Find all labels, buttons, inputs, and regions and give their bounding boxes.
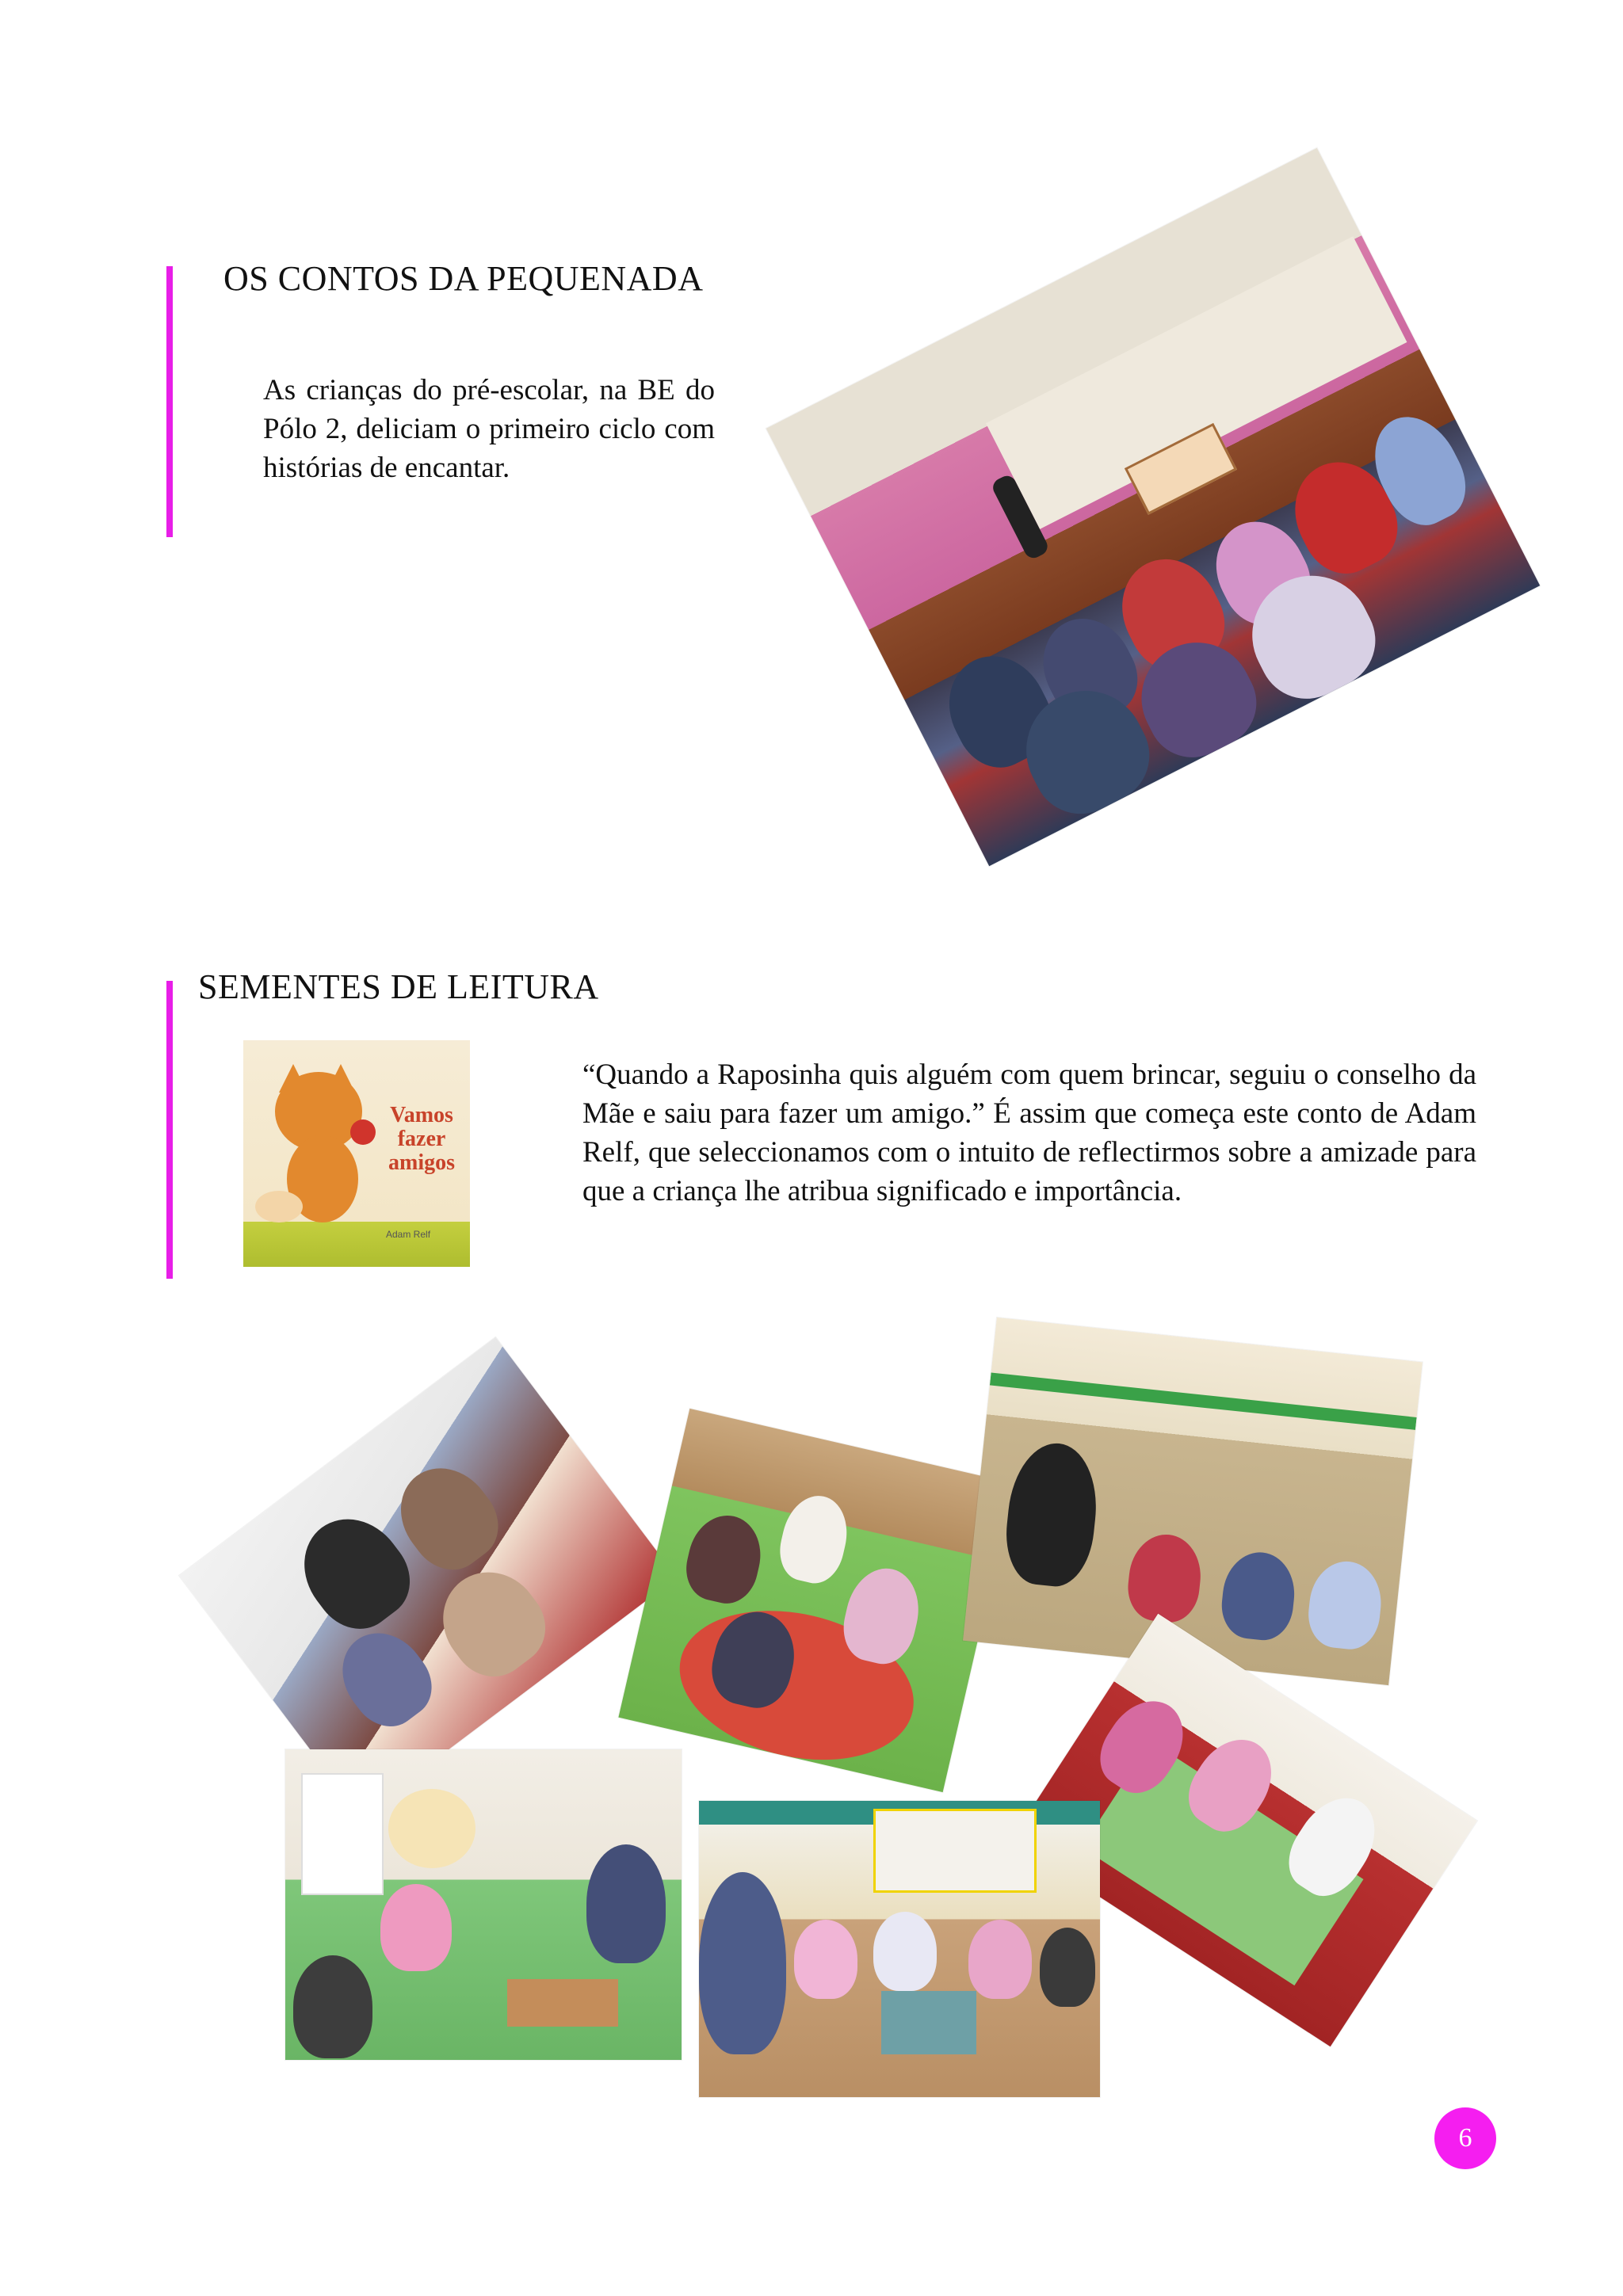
photo-children-at-table (179, 1337, 677, 1816)
photo-puzzle-on-floor (285, 1749, 682, 2060)
photo-reading-circle-green-mat (618, 1409, 1014, 1792)
section-accent-bar (166, 266, 173, 537)
book-cover-author: Adam Relf (386, 1229, 431, 1240)
photo-storytelling-session (766, 148, 1540, 867)
book-cover-title: Vamos fazer amigos (388, 1103, 455, 1175)
page-number-badge: 6 (1434, 2107, 1496, 2169)
photo-teacher-with-children (963, 1318, 1423, 1685)
section-title-contos: OS CONTOS DA PEQUENADA (223, 259, 704, 298)
section-body-contos: As crianças do pré-escolar, na BE do Pólo 2, deliciam o primeiro ciclo com histórias de encantar. (263, 374, 715, 484)
fox-illustration-icon (259, 1072, 378, 1246)
section-accent-bar (166, 981, 173, 1279)
photo-group-around-mat (699, 1801, 1100, 2097)
section-body-sementes: “Quando a Raposinha quis alguém com quem brincar, seguiu o conselho da Mãe e saiu para fazer um amigo.” É assim que começa este conto de Adam Relf, que seleccionamos com o intuito de reflectirmos sobre a amizade para que a criança lhe atribua significado e importância. (582, 1058, 1476, 1207)
section-title-sementes: SEMENTES DE LEITURA (198, 967, 599, 1006)
book-cover-vamos-fazer-amigos (243, 1040, 470, 1267)
